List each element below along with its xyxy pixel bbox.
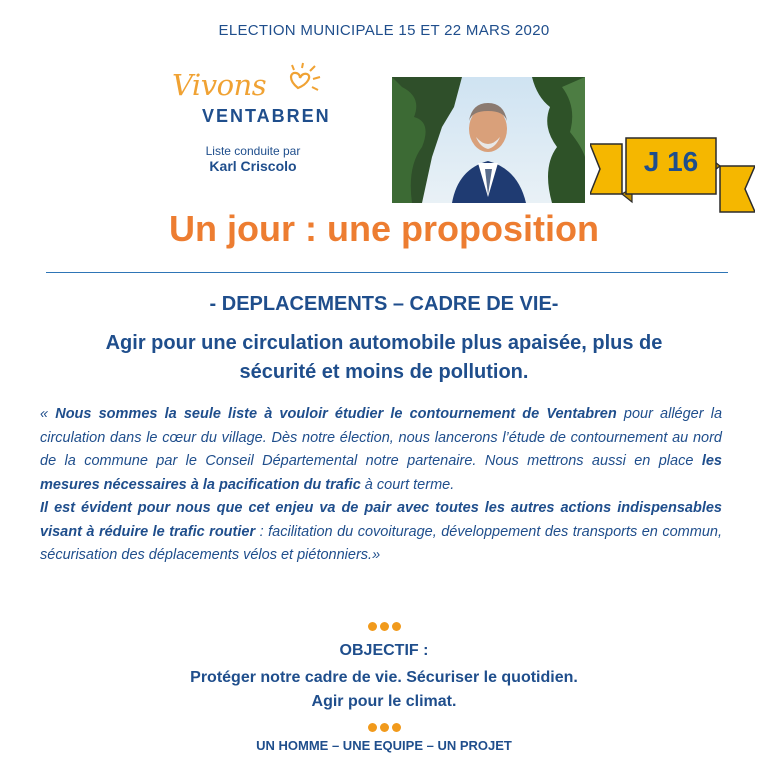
proposal-emphasis-1: Nous sommes la seule liste à vouloir étudier le contournement de Ventabren (55, 406, 617, 422)
dot (368, 723, 377, 732)
dot (392, 723, 401, 732)
proposal-body (40, 403, 722, 568)
dot (368, 622, 377, 631)
proposal-text-3: : facilitation du covoiturage, développement des transports en commun, sécurisation des déplacements vélos et piétonniers.» (40, 523, 722, 563)
section-subheading (0, 329, 768, 387)
heart-sun-icon (280, 62, 328, 102)
quote-open: « (40, 406, 56, 422)
divider (46, 272, 728, 273)
objective-line-2: Agir pour le climat. (311, 693, 457, 710)
proposal-paragraph-1 (40, 403, 722, 497)
footer-slogan: UN HOMME – UNE EQUIPE – UN PROJET (256, 738, 512, 753)
page-title: Un jour : une proposition (169, 208, 599, 249)
separator-dots-top (0, 618, 768, 636)
proposal-paragraph-2 (40, 497, 722, 568)
dot (380, 723, 389, 732)
section-heading: - DEPLACEMENTS – CADRE DE VIE- (209, 293, 559, 315)
section-subheading-text: Agir pour une circulation automobile plus apaisée, plus de sécurité et moins de pollution. (105, 332, 663, 383)
proposal-text-2: à court terme. (360, 476, 455, 493)
list-led-by-label: Liste conduite par (205, 144, 301, 158)
dot (392, 622, 401, 631)
candidate-name: Karl Criscolo (209, 158, 297, 174)
vivons-ventabren-logo (172, 62, 332, 132)
objective-text (0, 666, 768, 714)
badge-label: J 16 (643, 146, 699, 177)
dot (380, 622, 389, 631)
proposal-text-1: pour alléger la circulation dans le cœur du village. Dès notre élection, nous lancerons l’étude de contournement au nord de la commune par le Conseil Départemental notre partenaire. Nous mettrons aussi en place (40, 406, 723, 469)
proposal-emphasis-2: les mesures nécessaires à la pacification du trafic (40, 453, 722, 493)
objective-line-1: Protéger notre cadre de vie. Sécuriser le quotidien. (190, 669, 578, 686)
separator-dots-bottom (0, 719, 768, 737)
objective-label: OBJECTIF : (339, 642, 429, 659)
logo-word-text: VENTABREN (202, 106, 331, 126)
logo-script-text: Vivons (172, 68, 267, 102)
day-countdown-badge (590, 132, 755, 216)
candidate-photo (392, 77, 585, 203)
election-header: ELECTION MUNICIPALE 15 ET 22 MARS 2020 (218, 22, 550, 39)
proposal-emphasis-3: Il est évident pour nous que cet enjeu va de pair avec toutes les autres actions indispensables visant à réduire le trafic routier (40, 500, 722, 540)
